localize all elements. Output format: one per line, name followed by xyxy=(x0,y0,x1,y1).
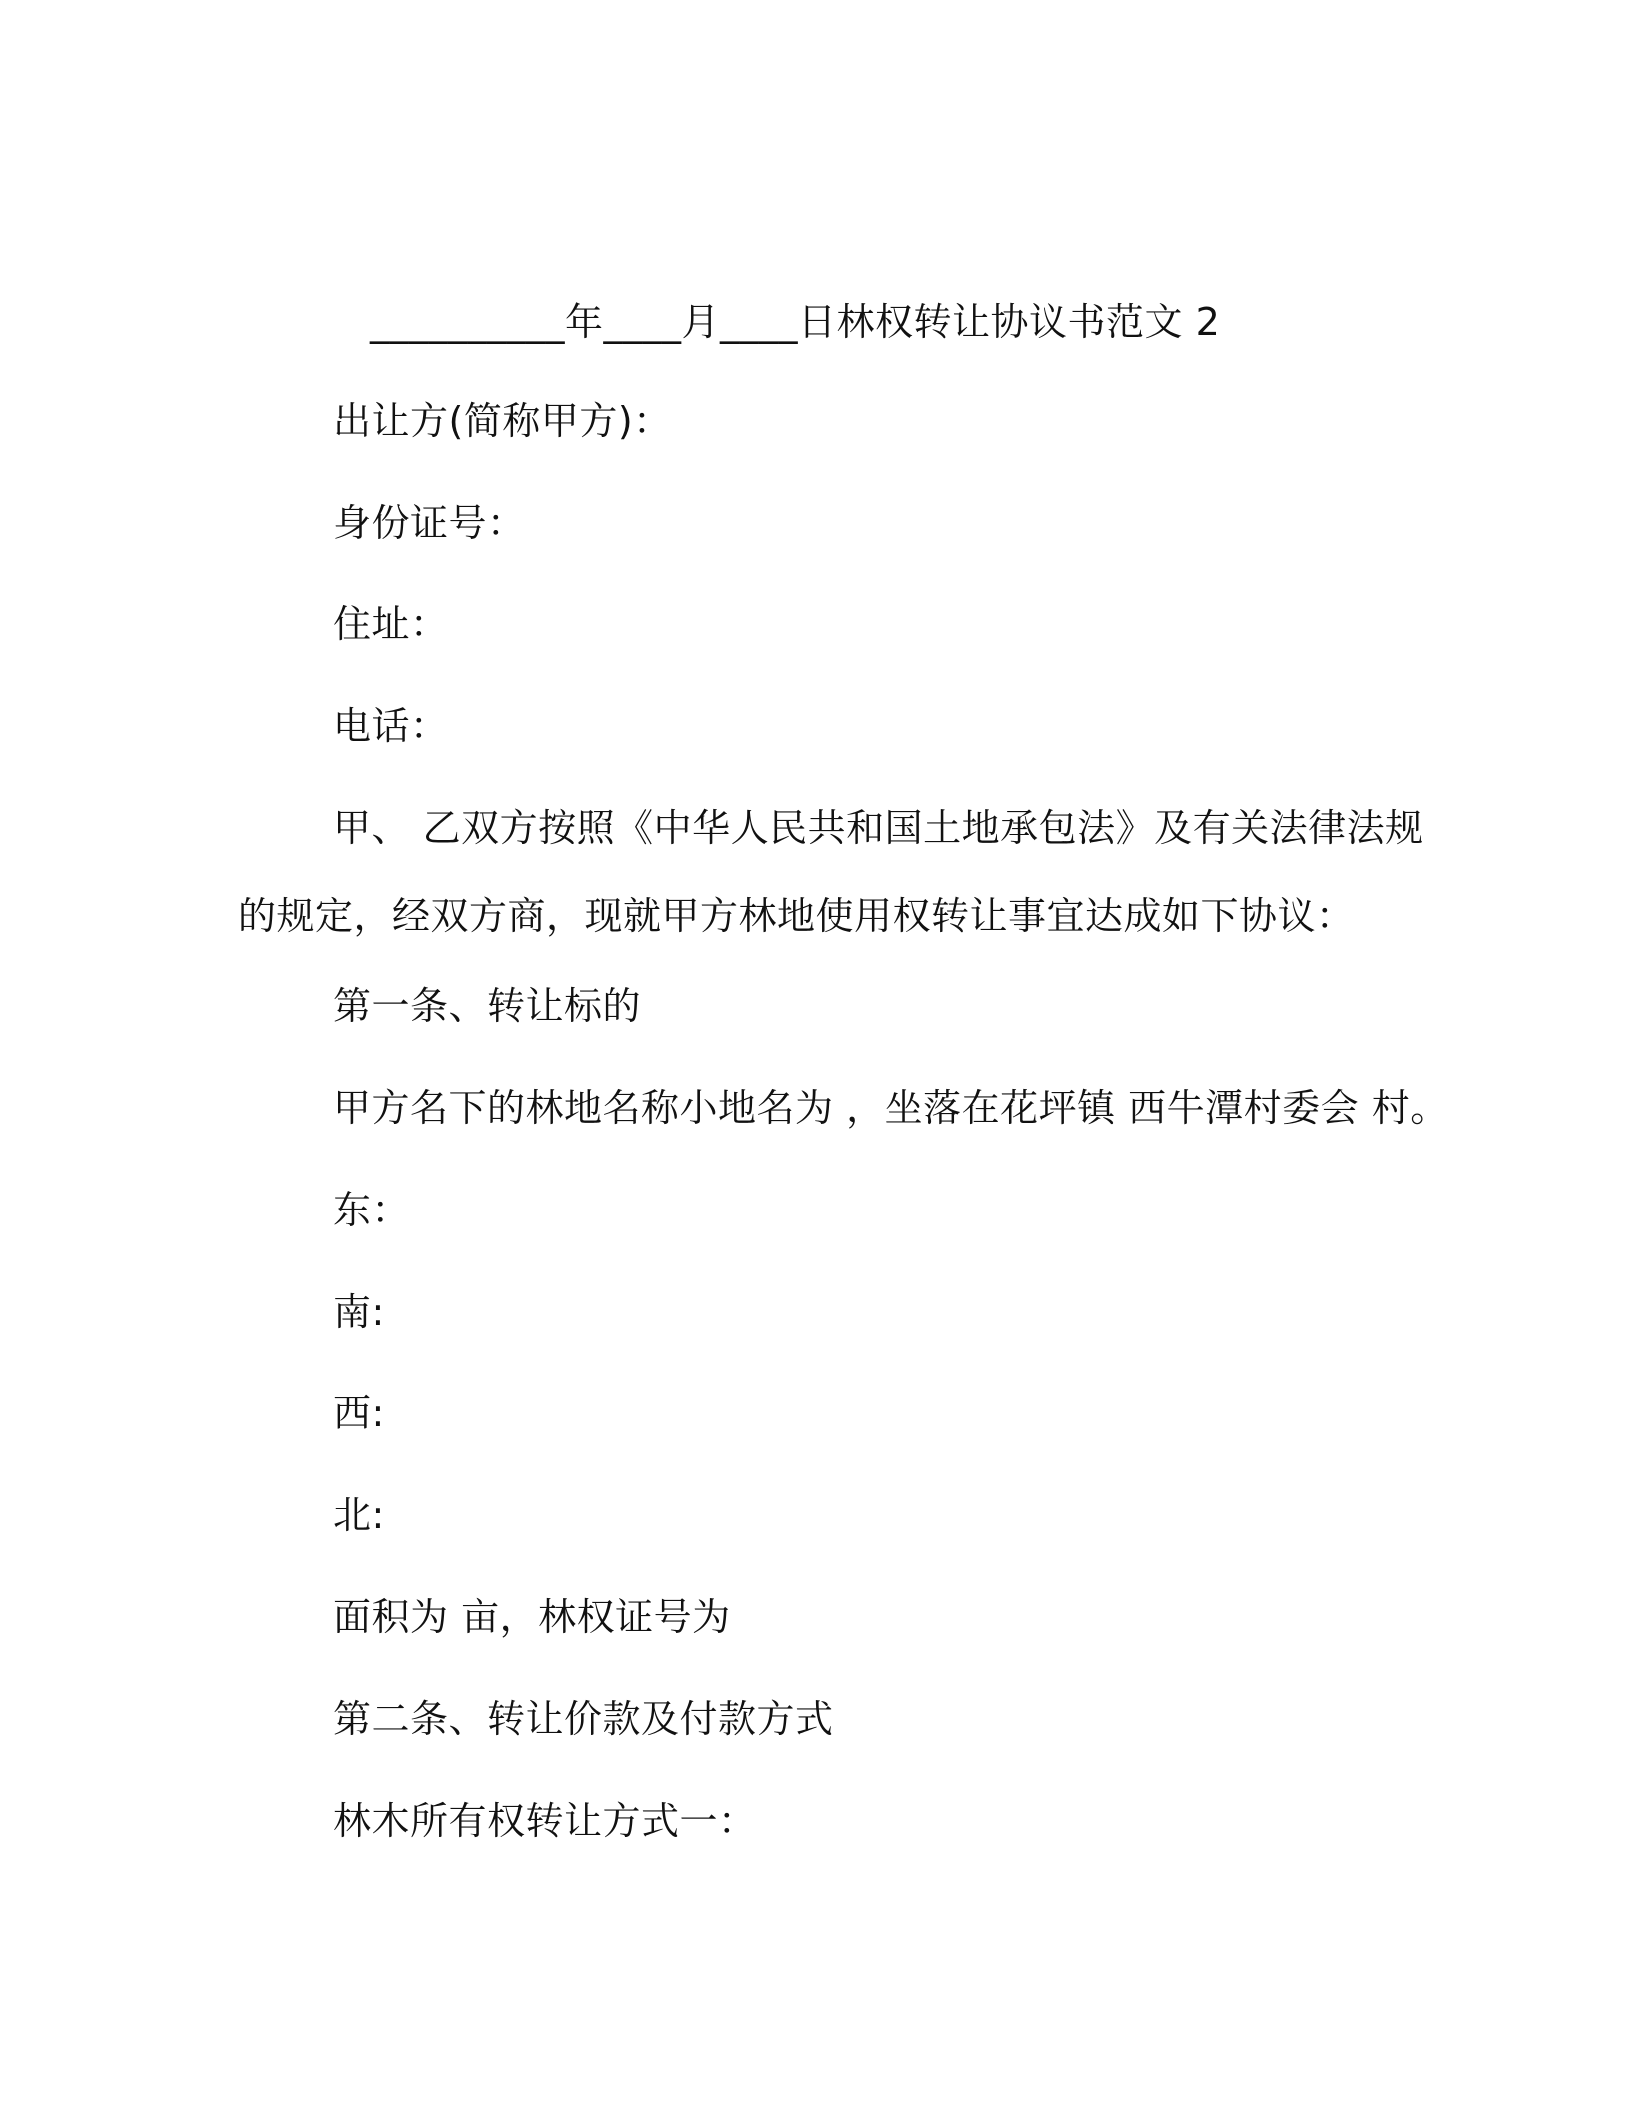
area-line: 面积为 亩，林权证号为 xyxy=(333,1595,731,1639)
id-number-label: 身份证号： xyxy=(333,501,526,545)
intro-paragraph-line-1: 甲、 乙双方按照《中华人民共和国土地承包法》及有关法律法规 xyxy=(333,806,1424,850)
address-label: 住址： xyxy=(333,602,449,646)
document-title: __________年____月____日林权转让协议书范文 2 xyxy=(370,300,1221,344)
article-1-location: 甲方名下的林地名称小地名为 ，坐落在花坪镇 西牛潭村委会 村。 xyxy=(333,1086,1449,1130)
boundary-west: 西: xyxy=(333,1391,385,1435)
boundary-north: 北: xyxy=(333,1493,385,1537)
article-1-heading: 第一条、转让标的 xyxy=(333,984,642,1028)
boundary-south: 南: xyxy=(333,1290,385,1334)
transfer-method-1: 林木所有权转让方式一： xyxy=(333,1799,757,1843)
party-a-label: 出让方(简称甲方)： xyxy=(333,399,672,443)
boundary-east: 东： xyxy=(333,1188,411,1232)
phone-label: 电话： xyxy=(333,704,449,748)
article-2-heading: 第二条、转让价款及付款方式 xyxy=(333,1697,834,1741)
intro-paragraph-line-2: 的规定，经双方商，现就甲方林地使用权转让事宜达成如下协议： xyxy=(238,894,1355,938)
